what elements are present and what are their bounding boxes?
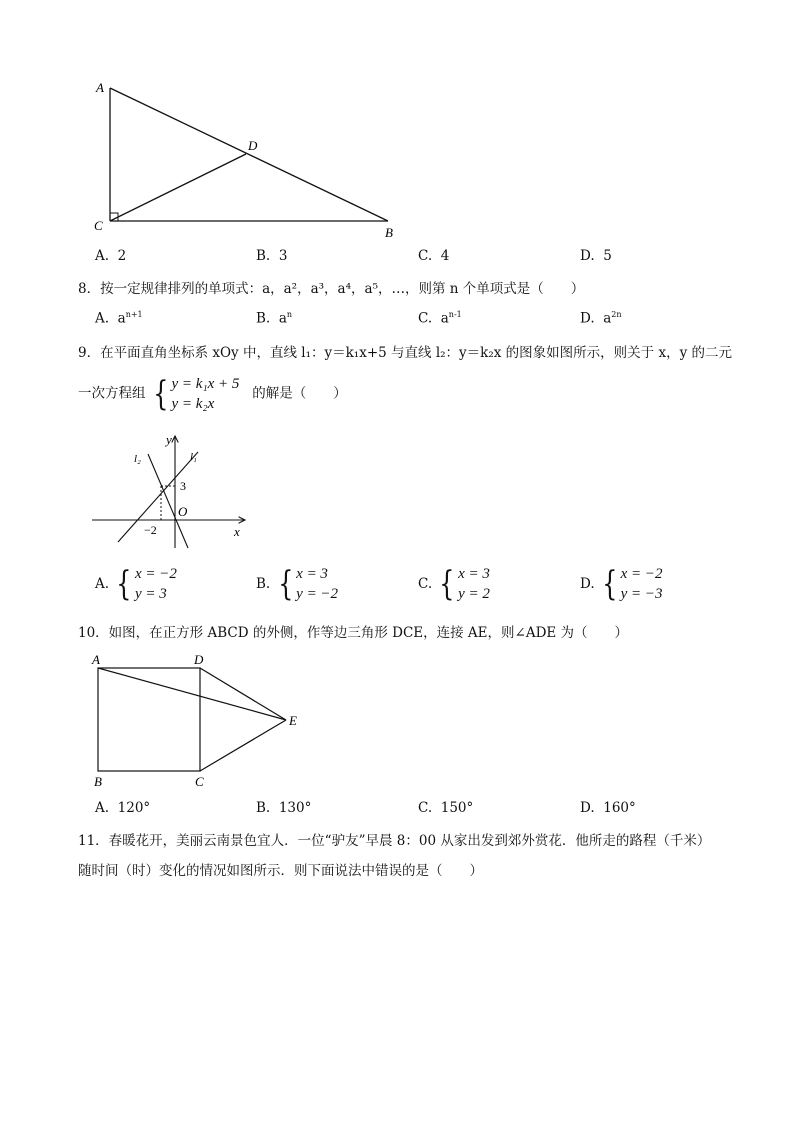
segment-cd (110, 154, 246, 221)
label-c: C (94, 218, 103, 233)
segment-de (200, 668, 286, 720)
q9-question-line1: 9．在平面直角坐标系 xOy 中，直线 l₁：y＝k₁x+5 与直线 l₂：y＝k₂x 的图象如图所示，则关于 x，y 的二元 (78, 345, 732, 361)
equation-system: y = k₁x + 5 y = k₂x (171, 376, 240, 412)
q9-question-line2: 一次方程组 { y = k₁x + 5 y = k₂x 的解是（ ） (78, 374, 347, 414)
q8-option-b[interactable]: B. $a^n$ (256, 310, 293, 327)
q11-question-line1: 11．春暖花开，美丽云南景色宜人．一位“驴友”早晨 8：00 从家出发到郊外赏花．他所走的路程（千米） (78, 833, 711, 849)
q10-question-text: 10．如图，在正方形 ABCD 的外侧，作等边三角形 DCE，连接 AE，则∠ADE 为（ ） (78, 625, 629, 641)
q9-option-b[interactable]: B. { x = 3 y = −2 (256, 564, 339, 604)
system-brace: { (153, 374, 169, 414)
q10-option-b[interactable]: B. 130° (256, 800, 312, 816)
q10-square-figure (88, 652, 318, 792)
q10-option-d[interactable]: D. 160° (580, 800, 636, 816)
q8-question-text: 8．按一定规律排列的单项式：a，a²，a³，a⁴，a⁵，…，则第 n 个单项式是（ ） (78, 281, 585, 297)
segment-ce (200, 720, 286, 771)
x-axis-label: x (234, 524, 240, 539)
label-b: B (385, 225, 393, 240)
q11-question-line2: 随时间（时）变化的情况如图所示．则下面说法中错误的是（ ） (78, 863, 483, 879)
q9-option-d[interactable]: D. { x = −2 y = −3 (580, 564, 663, 604)
l2-label: l₂ (134, 453, 141, 465)
label-e: E (289, 713, 297, 728)
q8-option-c[interactable]: C. $a^{n-1}$ (418, 310, 462, 327)
tick-y-3: 3 (180, 479, 186, 493)
q7-option-a[interactable]: A. 2 (95, 248, 127, 264)
label-a: A (92, 652, 100, 667)
label-d: D (194, 652, 204, 667)
label-c: C (195, 774, 204, 789)
q10-option-a[interactable]: A. 120° (95, 800, 151, 816)
segment-ae (98, 668, 286, 720)
y-axis-label: y (166, 432, 172, 447)
label-b: B (94, 774, 102, 789)
l1-label: l₁ (190, 451, 197, 463)
q8-option-a[interactable]: A. $a^{n+1}$ (95, 310, 143, 327)
q9-option-c[interactable]: C. { x = 3 y = 2 (418, 564, 490, 604)
label-d: D (248, 138, 258, 153)
q10-option-c[interactable]: C. 150° (418, 800, 474, 816)
q7-option-b[interactable]: B. 3 (256, 248, 288, 264)
line-l1 (118, 452, 198, 542)
origin-label: O (178, 504, 188, 519)
tick-x-neg2: −2 (144, 523, 157, 537)
q7-option-c[interactable]: C. 4 (418, 248, 450, 264)
q9-option-a[interactable]: A. { x = −2 y = 3 (95, 564, 177, 604)
q8-option-d[interactable]: D. $a^{2n}$ (580, 310, 622, 327)
q7-option-d[interactable]: D. 5 (580, 248, 612, 264)
q7-triangle-figure (88, 76, 408, 241)
label-a: A (96, 80, 104, 95)
square-abcd (98, 668, 200, 771)
q9-coordinate-graph (90, 430, 260, 552)
